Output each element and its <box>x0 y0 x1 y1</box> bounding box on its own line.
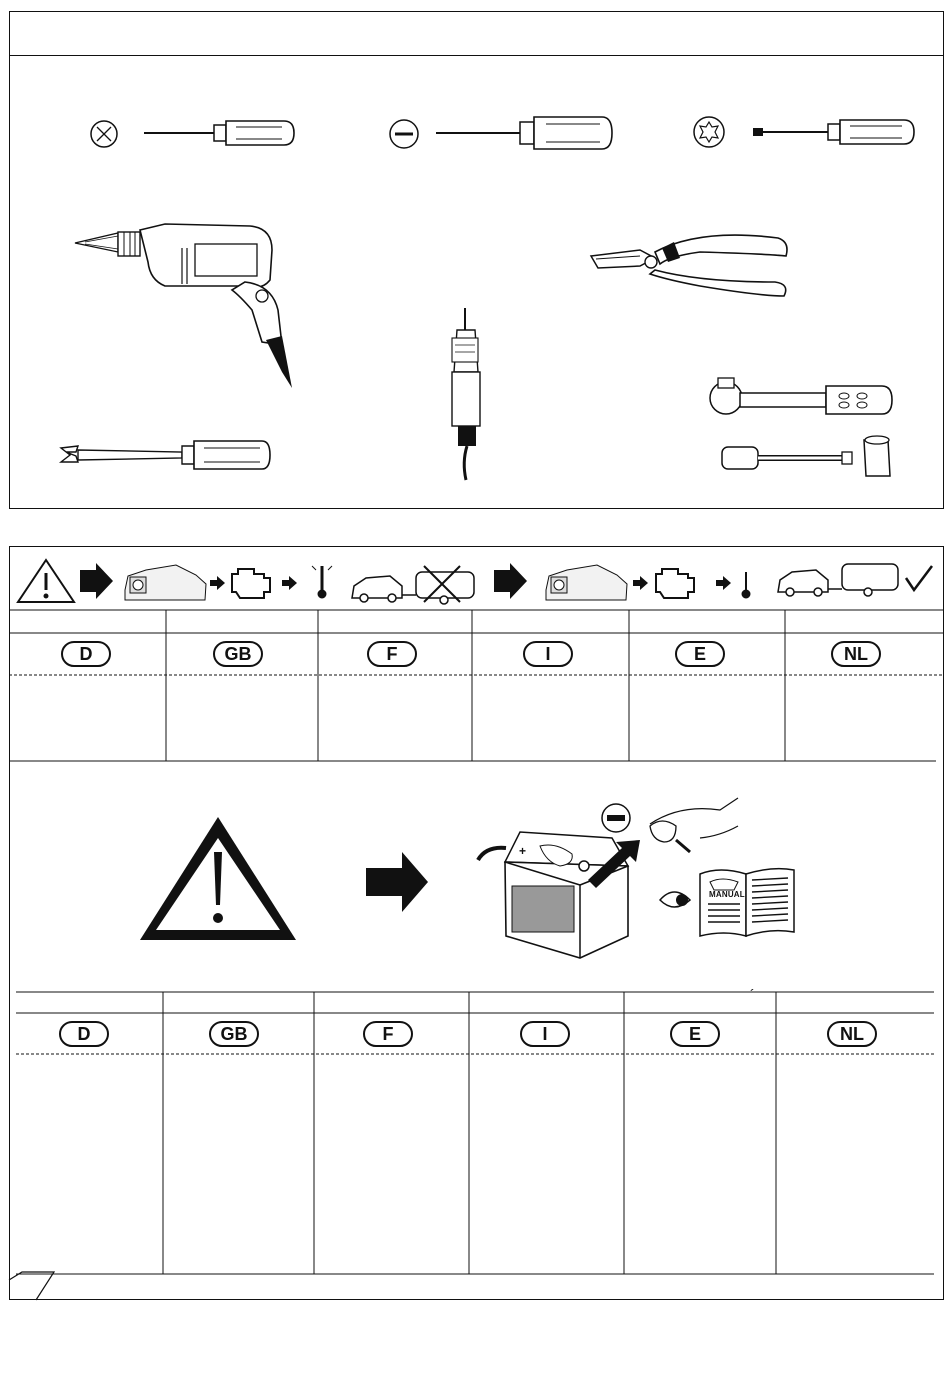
battery-warning-illustration <box>140 798 794 958</box>
manual-label: MANUAL <box>709 890 745 899</box>
lang-badge-e-bottom: E <box>670 1021 720 1047</box>
lang-badge-d-bottom: D <box>59 1021 109 1047</box>
lang-badge-nl-bottom: NL <box>827 1021 877 1047</box>
engine-warning-sequence <box>18 560 932 604</box>
lang-badge-e-top: E <box>675 641 725 667</box>
lang-badge-gb-top: GB <box>213 641 263 667</box>
lang-badge-nl-top: NL <box>831 641 881 667</box>
battery-plus-label: + <box>519 844 527 858</box>
lang-badge-i-bottom: I <box>520 1021 570 1047</box>
lang-badge-d-top: D <box>61 641 111 667</box>
lang-badge-f-bottom: F <box>363 1021 413 1047</box>
accent-mark: ´ <box>750 986 755 1002</box>
lang-badge-f-top: F <box>367 641 417 667</box>
lang-badge-i-top: I <box>523 641 573 667</box>
lang-badge-gb-bottom: GB <box>209 1021 259 1047</box>
page-corner-tab <box>9 1272 54 1300</box>
